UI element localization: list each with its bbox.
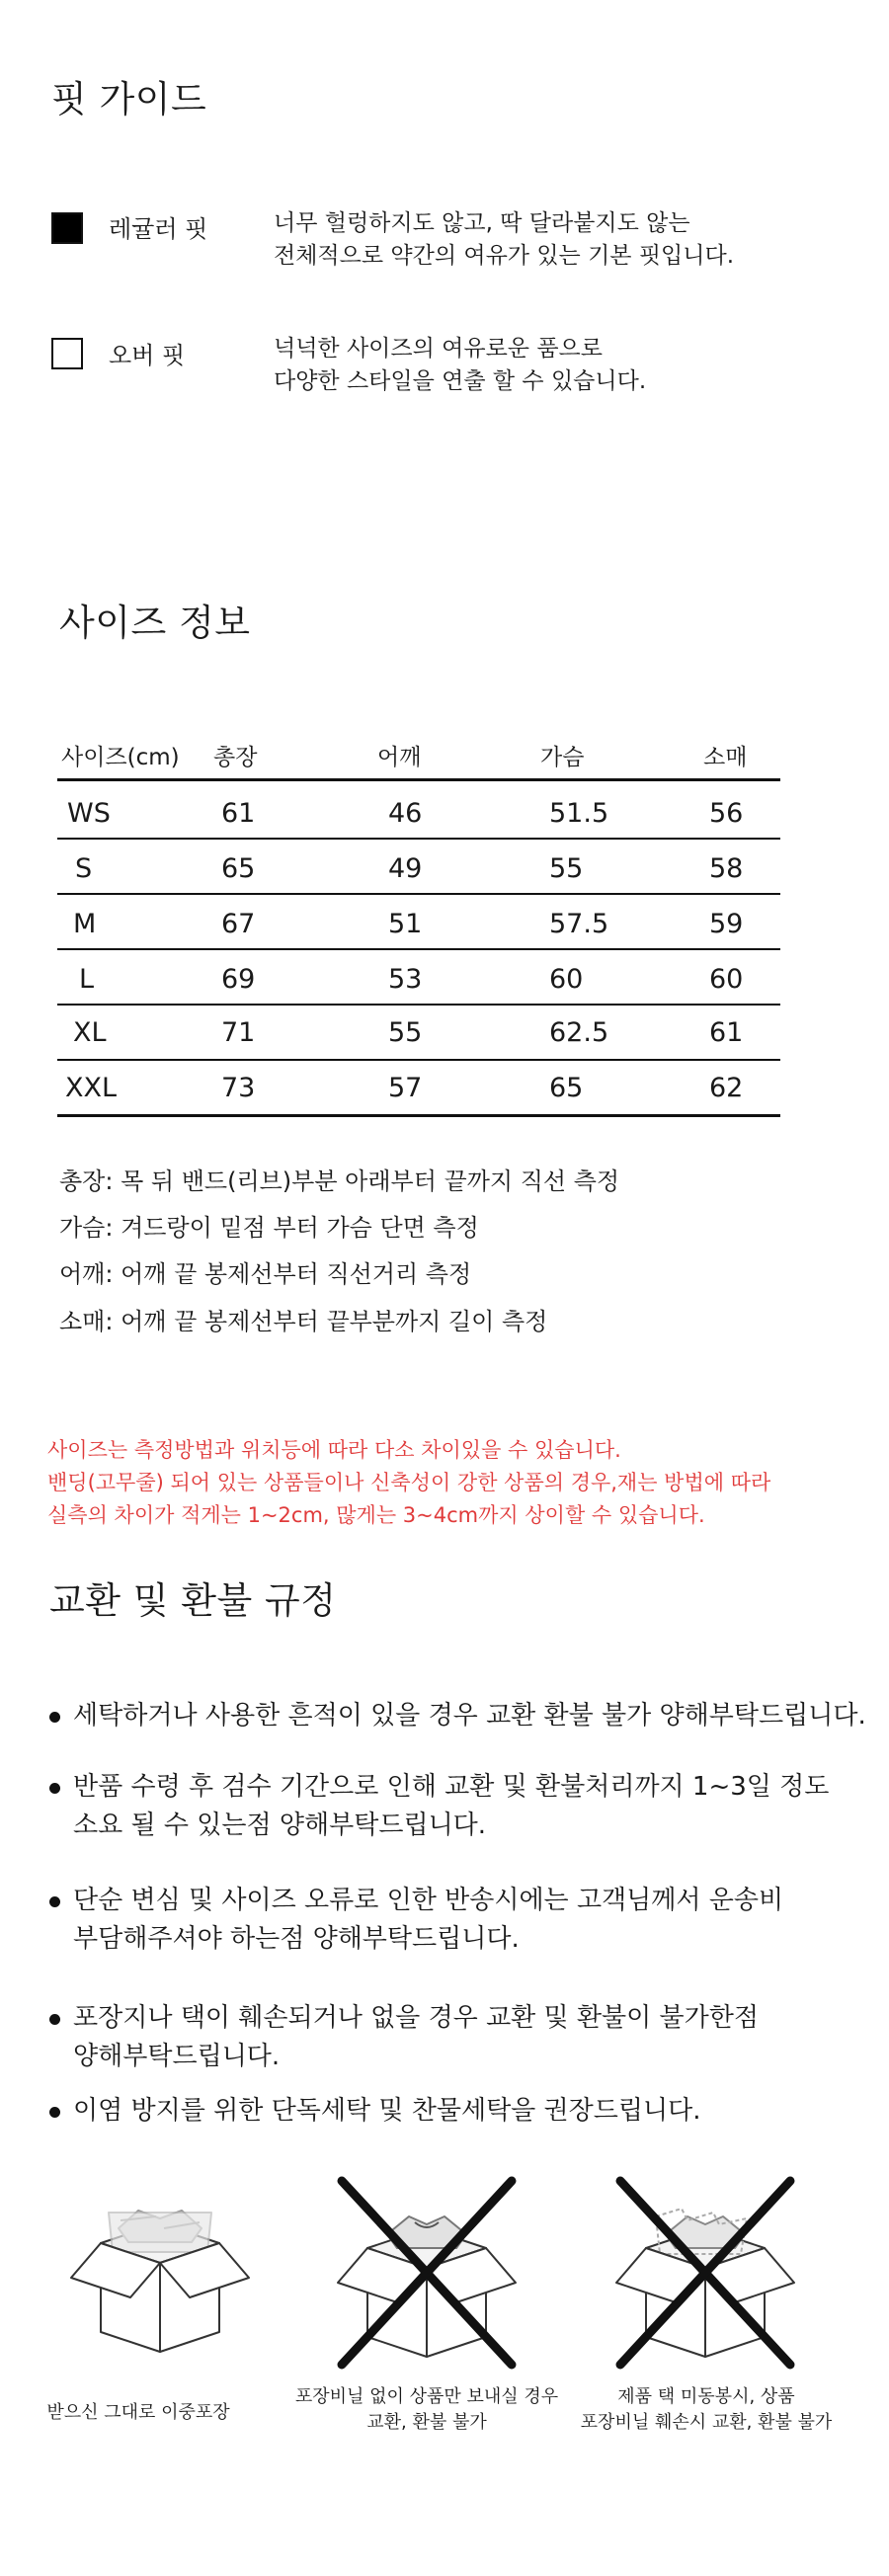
table-header-length: 총장 xyxy=(213,745,258,770)
table-row-size: M xyxy=(73,909,97,939)
table-header-chest: 가슴 xyxy=(540,745,585,770)
table-cell: 61 xyxy=(709,1017,744,1048)
over-fit-swatch-icon xyxy=(51,338,83,369)
policy-item xyxy=(49,1882,783,1959)
policy-item xyxy=(49,1999,759,2076)
policy-item xyxy=(49,2092,701,2131)
table-cell: 53 xyxy=(388,964,423,995)
size-info-title: 사이즈 정보 xyxy=(59,602,251,644)
box-with-wrapped-shirt-icon xyxy=(61,2169,259,2367)
over-fit-desc-line1: 넉넉한 사이즈의 여유로운 품으로 xyxy=(274,336,603,362)
bullet-icon xyxy=(49,1712,60,1723)
table-cell: 57 xyxy=(388,1073,423,1103)
table-cell: 62.5 xyxy=(549,1017,609,1048)
packaging-caption-2 xyxy=(269,2384,585,2436)
box-with-unwrapped-shirt-icon xyxy=(318,2169,535,2376)
table-cell: 62 xyxy=(709,1073,744,1103)
regular-fit-desc-line2: 전체적으로 약간의 여유가 있는 기본 핏입니다. xyxy=(274,243,735,269)
caption-line: 받으신 그대로 이중포장 xyxy=(46,2402,230,2423)
bullet-icon xyxy=(49,2014,60,2025)
exchange-policy-title: 교환 및 환불 규정 xyxy=(49,1579,337,1622)
policy-item-text: 반품 수령 후 검수 기간으로 인해 교환 및 환불처리까지 1~3일 정도 xyxy=(73,1772,830,1802)
table-cell: 71 xyxy=(221,1017,256,1048)
over-fit-label: 오버 핏 xyxy=(109,342,186,369)
table-cell: 49 xyxy=(388,853,423,884)
regular-fit-swatch-icon xyxy=(51,212,83,244)
bullet-icon xyxy=(49,1783,60,1794)
measure-note-length: 총장: 목 뒤 밴드(리브)부분 아래부터 끝까지 직선 측정 xyxy=(59,1167,620,1195)
table-cell: 55 xyxy=(549,853,584,884)
caption-line: 교환, 환불 불가 xyxy=(366,2412,487,2433)
packaging-caption-1 xyxy=(20,2400,257,2426)
over-fit-desc-line2: 다양한 스타일을 연출 할 수 있습니다. xyxy=(274,368,647,394)
table-cell: 65 xyxy=(549,1073,584,1103)
bullet-icon xyxy=(49,2107,60,2118)
caption-line: 포장비닐 없이 상품만 보내실 경우 xyxy=(294,2386,559,2407)
table-cell: 51 xyxy=(388,909,423,939)
size-warning-line1: 사이즈는 측정방법과 위치등에 따라 다소 차이있을 수 있습니다. xyxy=(47,1438,621,1462)
policy-item-text: 세탁하거나 사용한 흔적이 있을 경우 교환 환불 불가 양해부탁드립니다. xyxy=(73,1701,866,1731)
table-cell: 51.5 xyxy=(549,798,609,829)
table-cell: 57.5 xyxy=(549,909,609,939)
table-header-sleeve: 소매 xyxy=(703,745,748,770)
table-cell: 65 xyxy=(221,853,256,884)
policy-item xyxy=(49,1768,829,1845)
policy-item-text: 이염 방지를 위한 단독세탁 및 찬물세탁을 권장드립니다. xyxy=(73,2096,701,2126)
table-row-size: XL xyxy=(73,1017,107,1048)
table-cell: 55 xyxy=(388,1017,423,1048)
policy-item-text: 소요 될 수 있는점 양해부탁드립니다. xyxy=(73,1811,487,1840)
caption-line: 포장비닐 훼손시 교환, 환불 불가 xyxy=(580,2412,833,2433)
size-warning-line3: 실측의 차이가 적게는 1~2cm, 많게는 3~4cm까지 상이할 수 있습니다. xyxy=(47,1503,705,1527)
table-cell: 46 xyxy=(388,798,423,829)
table-cell: 69 xyxy=(221,964,256,995)
table-cell: 61 xyxy=(221,798,256,829)
policy-item-text: 단순 변심 및 사이즈 오류로 인한 반송시에는 고객님께서 운송비 xyxy=(73,1886,784,1915)
measure-note-sleeve: 소매: 어깨 끝 봉제선부터 끝부분까지 길이 측정 xyxy=(59,1308,548,1335)
measure-note-shoulder: 어깨: 어깨 끝 봉제선부터 직선거리 측정 xyxy=(59,1260,472,1288)
packaging-caption-3 xyxy=(558,2384,854,2436)
table-header-shoulder: 어깨 xyxy=(377,745,422,770)
caption-line: 제품 택 미동봉시, 상품 xyxy=(617,2386,795,2407)
table-row-size: XXL xyxy=(65,1073,118,1103)
size-warning-line2: 밴딩(고무줄) 되어 있는 상품들이나 신축성이 강한 상품의 경우,재는 방법에 따라 xyxy=(47,1471,771,1494)
policy-item xyxy=(49,1697,866,1735)
table-cell: 60 xyxy=(549,964,584,995)
table-cell: 59 xyxy=(709,909,744,939)
table-row-size: WS xyxy=(67,798,111,829)
measure-note-chest: 가슴: 겨드랑이 밑점 부터 가슴 단면 측정 xyxy=(59,1214,479,1242)
policy-item-text: 양해부탁드립니다. xyxy=(73,2042,281,2071)
table-cell: 60 xyxy=(709,964,744,995)
box-with-damaged-wrap-icon xyxy=(597,2169,814,2376)
regular-fit-label: 레귤러 핏 xyxy=(109,215,208,243)
fit-guide-title: 핏 가이드 xyxy=(51,78,207,121)
table-cell: 67 xyxy=(221,909,256,939)
bullet-icon xyxy=(49,1896,60,1907)
table-cell: 58 xyxy=(709,853,744,884)
policy-item-text: 부담해주셔야 하는점 양해부탁드립니다. xyxy=(73,1924,520,1954)
table-cell: 73 xyxy=(221,1073,256,1103)
table-header-size: 사이즈(cm) xyxy=(61,745,180,770)
table-row-size: L xyxy=(79,964,95,995)
table-row-size: S xyxy=(75,853,93,884)
policy-item-text: 포장지나 택이 훼손되거나 없을 경우 교환 및 환불이 불가한점 xyxy=(73,2003,760,2033)
regular-fit-desc-line1: 너무 헐렁하지도 않고, 딱 달라붙지도 않는 xyxy=(274,210,690,236)
table-cell: 56 xyxy=(709,798,744,829)
